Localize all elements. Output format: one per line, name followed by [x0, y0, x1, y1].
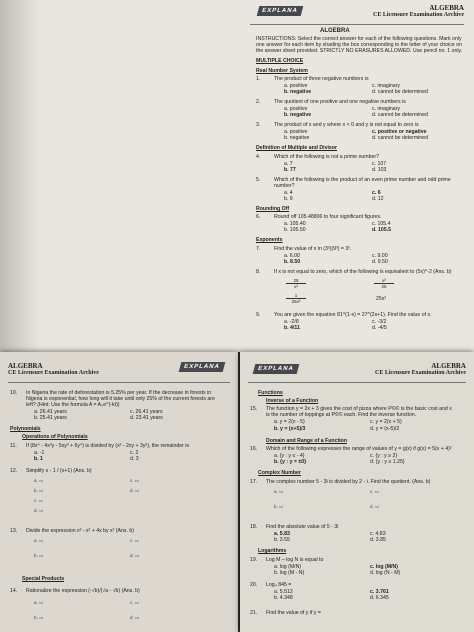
fraction-choices: a. ▭ b. ▭ c. ▭ d. ▭	[34, 478, 44, 513]
question-text: Round off 105.48806 to four significant figures.	[274, 214, 382, 220]
question-text: number?	[274, 183, 295, 189]
choice: b. y = (x+5)/3	[274, 426, 306, 432]
choice: d. cannot be determined	[372, 89, 428, 95]
question-text: Rationalize the expression (-√b)/(√a - √b) (Ans. b)	[26, 588, 140, 594]
fraction-choice-a	[286, 278, 306, 289]
fraction-choices: a. ▭ b. ▭	[274, 489, 284, 509]
subsection-title: Domain and Range of a Function	[266, 438, 347, 444]
question-text: Divide the expression x³ - x² + 4x by x² (Ans. b)	[26, 528, 134, 534]
choice: c. y = 2(x + 5)	[370, 419, 402, 425]
binding-shadow	[0, 0, 40, 352]
choice: c. 2	[130, 450, 139, 456]
header-rule	[8, 382, 230, 383]
choice: b. 1	[34, 456, 43, 462]
choice: a. log (M/N)	[274, 564, 302, 570]
question-text: left? (Hint: Use the formula A = A₀e^(-kt))	[26, 402, 120, 408]
question-text: The product of x and y where x < 0 and y is not equal to zero is	[274, 122, 419, 128]
choice: d. 3	[130, 456, 139, 462]
question-number: 16.	[250, 446, 258, 452]
header-rule	[250, 24, 464, 25]
question-text: The function y = 2x + 3 gives the cost of pizza where P©© is the basic cost and x	[266, 406, 452, 412]
question-number: 18.	[250, 524, 258, 530]
choice: c. imaginary	[372, 83, 400, 89]
question-text: Find the value of x in (3²)(9³) = 3ˣ.	[274, 246, 352, 252]
choice: a. 5.512	[274, 589, 293, 595]
subsection-title: Rounding Off	[256, 206, 290, 212]
question-text: In Nigeria the rate of deforestation is 5.25% per year. If the decrease in forests in	[26, 390, 212, 396]
choice: a. positive	[284, 83, 308, 89]
question-number: 6.	[256, 214, 261, 220]
fraction-choices: c. ▭ d. ▭	[130, 538, 140, 558]
question-text: Which of the following is the product of an even prime number and odd prime	[274, 177, 451, 183]
question-number: 3.	[256, 122, 261, 128]
choice: a. y = 2(x - 5)	[274, 419, 305, 425]
choice: c. imaginary	[372, 106, 400, 112]
fraction-choices: a. ▭ b. ▭	[34, 600, 44, 620]
choice: d. 6.345	[370, 595, 389, 601]
choice: d. 105.5	[372, 227, 392, 233]
question-text: If (8x⁴ - 4x³y - 5xy³ + 6y⁴) is divided by (x² - 2xy + 3y²), the remainder is	[26, 443, 190, 449]
question-number: 2.	[256, 99, 261, 105]
question-text: Which of the following expresses the range of values of y = g(x) if g(x) = 5(x + 4)²	[266, 446, 452, 452]
question-number: 1.	[256, 76, 261, 82]
choice: a. positive	[284, 129, 308, 135]
choice: b. 4/11	[284, 325, 300, 331]
question-number: 9.	[256, 312, 261, 318]
question-number: 14.	[10, 588, 18, 594]
question-text: Which of the following is not a prime number?	[274, 154, 379, 160]
question-number: 11.	[10, 443, 17, 449]
choice: b. 105.50	[284, 227, 306, 233]
header-rule	[248, 382, 466, 383]
question-number: 17.	[250, 479, 258, 485]
publisher-logo: EXPLANA	[257, 6, 303, 16]
question-number: 20.	[250, 582, 258, 588]
choice: d. 12	[372, 196, 384, 202]
instructions-line: the answer sheet provided. STRICTLY NO ERASURES ALLOWED. Use pencil no. 1 only.	[256, 48, 463, 54]
choice: c. -3/2	[372, 319, 387, 325]
header-title: CE Licensure Examination Archive	[373, 12, 464, 18]
fraction-choice-c	[374, 278, 394, 289]
choice: c. positive or negative	[372, 129, 427, 135]
choice: d. log (N - M)	[370, 570, 401, 576]
bottom-left-page	[0, 352, 238, 632]
choice: a. 5.83	[274, 531, 290, 537]
question-number: 13.	[10, 528, 18, 534]
numerator: x²	[382, 278, 386, 283]
question-text: is the number of toppings at P©© each. Find the inverse function.	[266, 412, 417, 418]
choice: 25x²	[376, 296, 387, 302]
question-text: Nigeria is exponential, how long will it take until only 25% of the current forests are	[26, 396, 215, 402]
choice: d. 9.50	[372, 259, 388, 265]
question-number: 15.	[250, 406, 258, 412]
choice: c. 6	[372, 190, 381, 196]
question-number: 21.	[250, 610, 258, 616]
header-title: CE Licensure Examination Archive	[375, 370, 466, 376]
choice: a. 4	[284, 190, 293, 196]
choice: a. 7	[284, 161, 293, 167]
question-number: 19.	[250, 557, 258, 563]
fraction-choice-b	[286, 293, 306, 304]
choice: a. 26.41 years	[34, 409, 67, 415]
subsection-title: Exponents	[256, 237, 283, 243]
choice: b. negative	[284, 112, 312, 118]
question-number: 10.	[10, 390, 18, 396]
choice: b. negative	[284, 135, 310, 141]
choice: c. 107	[372, 161, 387, 167]
choice: b. 9	[284, 196, 293, 202]
choice: c. 9.00	[372, 253, 388, 259]
choice: c. {y : y ≥ 2}	[370, 453, 398, 459]
denominator: 25	[374, 283, 394, 289]
choice: b. {y : y = ±0}	[274, 459, 307, 465]
choice: d. {y : y ≥ 1.25}	[370, 459, 405, 465]
choice: a. {y : y ≤ - 4}	[274, 453, 305, 459]
header-title: CE Licensure Examination Archive	[8, 370, 99, 376]
question-text: Find the value of y if y =	[266, 610, 321, 616]
choice: d. -4/5	[372, 325, 387, 331]
section-title: Logarithms	[258, 548, 287, 554]
instructions-line: INSTRUCTIONS: Select the correct answer for each of the following questions. Mark only	[256, 36, 462, 42]
choice: b. log (M - N)	[274, 570, 305, 576]
question-text: You are given the equation 81^(1-x) = 27^(2x+1). Find the value of x.	[274, 312, 432, 318]
choice: b. 77	[284, 167, 296, 173]
header-subject: ALGEBRA	[431, 362, 466, 370]
bottom-right-page	[240, 352, 474, 632]
choice: d. cannot be determined	[372, 135, 428, 141]
fraction-choices: c. ▭ d. ▭	[130, 600, 140, 620]
choice: b. 4.348	[274, 595, 293, 601]
choice: b. negative	[284, 89, 312, 95]
question-number: 4.	[256, 154, 261, 160]
choice: b. 25.41 years	[34, 415, 67, 421]
choice: a. positive	[284, 106, 308, 112]
subsection-title: Definition of Multiple and Divisor	[256, 145, 337, 151]
question-text: The quotient of one positive and one negative numbers is	[274, 99, 406, 105]
subsection-title: Real Number System	[256, 68, 308, 74]
choice: c. log (M/N)	[370, 564, 398, 570]
question-text: The product of three negative numbers is	[274, 76, 369, 82]
denominator: 25x²	[286, 298, 306, 304]
question-text: Log M – log N is equal to	[266, 557, 324, 563]
fraction-choices: c. ▭ d. ▭	[370, 489, 380, 509]
question-number: 5.	[256, 177, 261, 183]
header-subject: ALGEBRA	[8, 362, 43, 370]
header-subject: ALGEBRA	[429, 4, 464, 12]
numerator: 25	[293, 278, 299, 283]
question-text: Find the absolute value of 5 - 3i	[266, 524, 339, 530]
choice: b. 8.50	[284, 259, 301, 265]
question-number: 7.	[256, 246, 261, 252]
instructions-line: one answer for each item by shading the box corresponding to the letter of your choice on	[256, 42, 462, 48]
publisher-logo: EXPLANA	[179, 362, 225, 372]
choice: d. cannot be determined	[372, 112, 428, 118]
section-title: Functions	[258, 390, 283, 396]
choice: d. 23.41 years	[130, 415, 163, 421]
choice: a. 105.40	[284, 221, 306, 227]
fraction-choices: c. ▭ d. ▭	[130, 478, 140, 493]
page-heading: ALGEBRA	[320, 28, 350, 34]
question-text: Simplify x - 1 / (x+1) (Ans. b)	[26, 468, 92, 474]
section-title: Polynomials	[10, 426, 41, 432]
denominator: x²	[286, 283, 306, 289]
page-header	[375, 362, 466, 376]
choice: a. -1	[34, 450, 45, 456]
choice: c. 105.4	[372, 221, 391, 227]
section-title: MULTIPLE CHOICE	[256, 58, 304, 64]
choice: c. 26.41 years	[130, 409, 163, 415]
choice: a. -2/8	[284, 319, 299, 325]
choice: c. 3.761	[370, 589, 389, 595]
subsection-title: Inverse of a Function	[266, 398, 319, 404]
page-header	[8, 362, 99, 376]
choice: d. 3.85	[370, 537, 386, 543]
question-number: 12.	[10, 468, 18, 474]
subsection-title: Special Products	[22, 576, 65, 582]
question-number: 8.	[256, 269, 261, 275]
choice: a. 6.00	[284, 253, 300, 259]
choice: d. 103	[372, 167, 387, 173]
choice: c. 4.83	[370, 531, 386, 537]
fraction-choices: a. ▭ b. ▭	[34, 538, 44, 558]
subsection-title: Operations of Polynomials	[22, 434, 88, 440]
choice: b. 3.55	[274, 537, 290, 543]
question-text: If x is not equal to zero, which of the following is equivalent to (5x)^-2 (Ans. b)	[274, 269, 452, 275]
section-title: Complex Number	[258, 470, 301, 476]
numerator: 1	[294, 293, 298, 298]
question-text: The complex number 5 - 3i is divided by 2 - i. Find the quotient. (Ans. b)	[266, 479, 431, 485]
question-text: Log₄ 845 =	[266, 582, 292, 588]
choice: d. y = (x-5)/2	[370, 426, 400, 432]
publisher-logo: EXPLANA	[253, 364, 299, 374]
page-header	[373, 4, 464, 18]
